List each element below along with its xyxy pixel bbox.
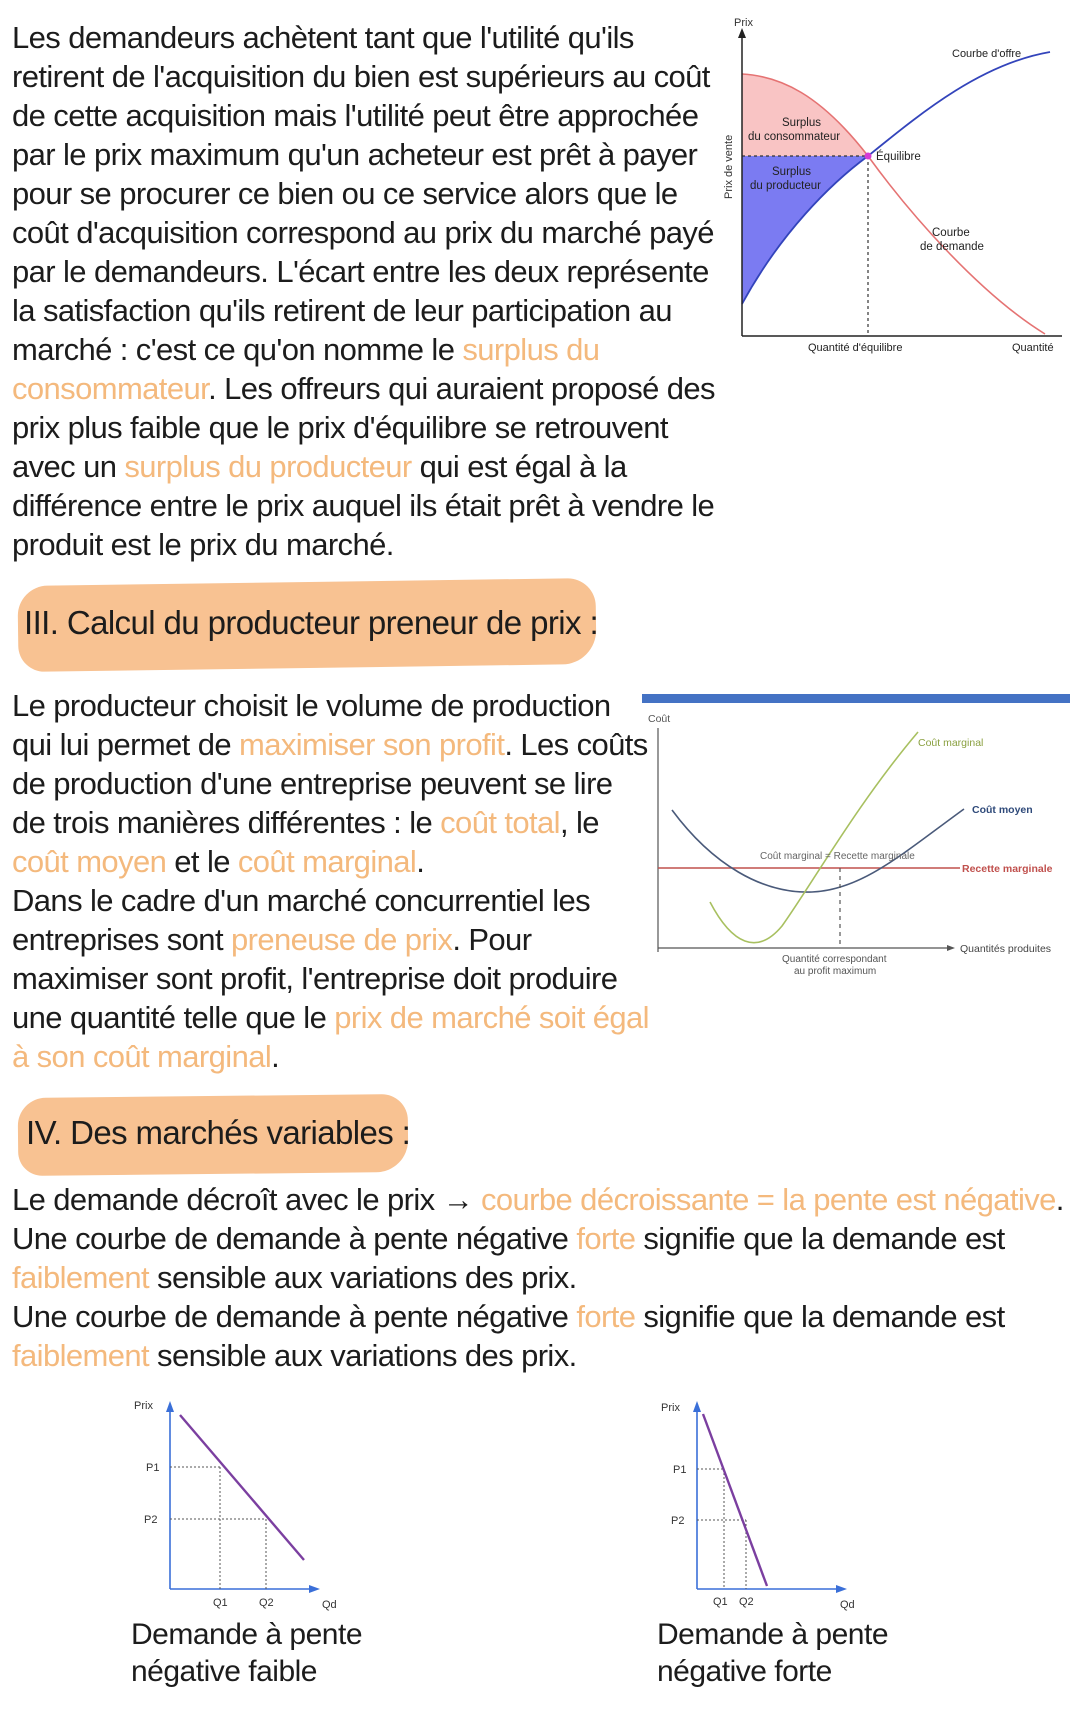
arrow-right-icon: →	[442, 1182, 473, 1217]
y-axis-arrow-icon	[166, 1401, 174, 1412]
consumer-surplus-label-1: Surplus	[782, 117, 821, 129]
producer-surplus-area	[742, 156, 868, 304]
qd-label: Qd	[322, 1599, 337, 1611]
highlight-producer-surplus: surplus du producteur	[124, 449, 412, 484]
p2-label: P2	[144, 1514, 158, 1526]
marginal-cost-curve	[710, 732, 918, 943]
marginal-revenue-label: Recette marginale	[962, 863, 1053, 875]
p1-label: P1	[146, 1462, 160, 1474]
weak-slope-caption: Demande à pente négative faible	[131, 1618, 363, 1688]
demand-line	[180, 1415, 304, 1560]
q1-label: Q1	[713, 1596, 728, 1608]
surplus-chart	[720, 14, 1070, 359]
y-axis-label: Coût	[648, 713, 671, 725]
equality-label: Coût marginal = Recette marginale	[760, 851, 915, 862]
consumer-surplus-label-2: du consommateur	[748, 131, 841, 143]
producer-surplus-label-1: Surplus	[772, 166, 811, 178]
demand-label-1: Courbe	[932, 227, 970, 239]
consumer-surplus-area	[742, 74, 868, 156]
highlight-consumer-surplus: surplus du consommateur	[12, 332, 600, 406]
cost-chart	[642, 694, 1072, 984]
paragraph-producer-costs: Le producteur choisit le volume de production qui lui permet de maximiser son profit. Les coûts de production d'une entreprise peuvent se lire de trois manières différentes : le coût total, le coût moyen et le coût marginal.	[12, 688, 648, 879]
y-axis-label: Prix	[134, 1400, 153, 1412]
paragraph-price-taker: Dans le cadre d'un marché concurrentiel les entreprises sont preneuse de prix. Pour maximiser sont profit, l'entreprise doit produire une quantité telle que le prix de marché soit égal à son coût marginal.	[12, 883, 649, 1074]
x-axis-arrow-icon	[836, 1585, 847, 1593]
x-axis-arrow-icon	[309, 1585, 320, 1593]
average-cost-label: Coût moyen	[972, 804, 1033, 816]
line-3: Une courbe de demande à pente négative forte signifie que la demande est faiblement sensible aux variations des prix.	[12, 1299, 1005, 1373]
p1-label: P1	[673, 1464, 687, 1476]
paragraph-variable-markets	[12, 1180, 1062, 1375]
optimum-label-1: Quantité correspondant	[782, 954, 887, 965]
heading-section-3	[14, 578, 604, 670]
line-1: Le demande décroît avec le prix → courbe décroissante = la pente est négative.	[12, 1182, 1064, 1217]
y-axis-arrow-icon	[738, 28, 746, 38]
q1-label: Q1	[213, 1597, 228, 1609]
strong-slope-caption: Demande à pente négative forte	[657, 1618, 889, 1688]
q2-label: Q2	[739, 1596, 754, 1608]
y-side-label: Prix de vente	[723, 134, 735, 199]
weak-slope-chart	[128, 1392, 358, 1612]
eq-quantity-label: Quantité d'équilibre	[808, 342, 903, 354]
equilibrium-label: Équilibre	[876, 151, 921, 163]
q2-label: Q2	[259, 1597, 274, 1609]
qd-label: Qd	[840, 1599, 855, 1611]
chart-banner	[642, 694, 1070, 703]
heading-section-4	[14, 1092, 414, 1178]
y-axis-arrow-icon	[693, 1401, 701, 1412]
producer-surplus-label-2: du producteur	[750, 180, 821, 192]
p2-label: P2	[671, 1515, 685, 1527]
supply-label: Courbe d'offre	[952, 48, 1022, 60]
heading-title: III. Calcul du producteur preneur de prix :	[24, 604, 599, 641]
y-axis-label: Prix	[734, 17, 753, 29]
equilibrium-point	[865, 153, 872, 160]
x-axis-label: Quantité	[1012, 342, 1054, 354]
demand-label-2: de demande	[920, 241, 984, 253]
paragraph-surplus: Les demandeurs achètent tant que l'utilité qu'ils retirent de l'acquisition du bien est supérieurs au coût de cette acquisition mais l'utilité peut être approchée par le prix maximum qu'un acheteur est prêt à payer pour se procurer ce bien ou ce service alors que le coût d'acquisition correspond au prix du marché payé par le demandeurs. L'écart entre les deux représente la satisfaction qu'ils retirent de leur participation au marché : c'est ce qu'on nomme le surplus du consommateur. Les offreurs qui auraient proposé des prix plus faible que le prix d'équilibre se retrouvent avec un surplus du producteur qui est égal à la différence entre le prix auquel ils était prêt à vendre le produit est le prix du marché.	[12, 20, 715, 562]
marginal-cost-label: Coût marginal	[918, 737, 984, 749]
demand-line	[703, 1414, 767, 1586]
line-2: Une courbe de demande à pente négative forte signifie que la demande est faiblement sensible aux variations des prix.	[12, 1221, 1005, 1295]
strong-slope-chart	[655, 1392, 885, 1612]
y-axis-label: Prix	[661, 1402, 680, 1414]
x-axis-label: Quantités produites	[960, 943, 1052, 955]
x-axis-arrow-icon	[947, 945, 955, 951]
heading-title: IV. Des marchés variables :	[26, 1114, 411, 1151]
optimum-label-2: au profit maximum	[794, 966, 877, 977]
